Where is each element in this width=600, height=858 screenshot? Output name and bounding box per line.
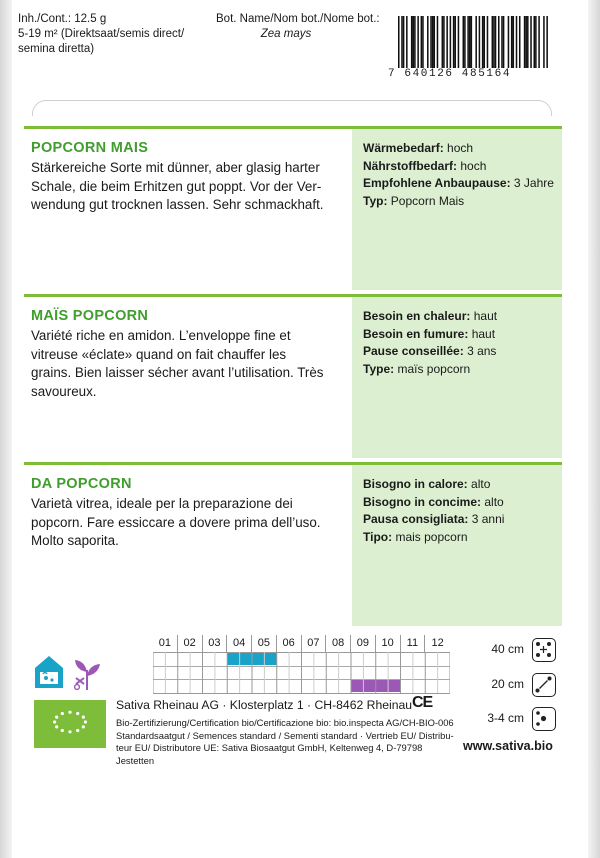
barcode-bar (516, 16, 518, 68)
barcode-bar (503, 16, 505, 68)
section-german-props (352, 129, 562, 290)
section-french-props (352, 297, 562, 458)
barcode (388, 16, 548, 80)
barcode-bar (511, 16, 513, 68)
prop-row (363, 326, 562, 344)
barcode-bar (432, 16, 434, 68)
calendar-month-04: 04 (227, 635, 252, 652)
greenhouse-sowing-icon (32, 652, 66, 692)
calendar-month-07: 07 (302, 635, 327, 652)
prop-key: Tipo: (363, 529, 393, 544)
calendar-rows (153, 652, 450, 693)
barcode-bar (430, 16, 432, 68)
diagonal-distance-icon (532, 673, 556, 697)
section-italian-text (24, 465, 352, 626)
calendar-month-11: 11 (401, 635, 426, 652)
hang-hole-outline (32, 100, 552, 116)
barcode-bar (487, 16, 489, 68)
barcode-bar (493, 16, 495, 68)
sowing-depth (474, 707, 564, 731)
barcode-bar (406, 16, 408, 68)
prop-key: Type: (363, 361, 395, 376)
prop-row (363, 308, 562, 326)
calendar-month-10: 10 (376, 635, 401, 652)
section-french (24, 294, 562, 458)
barcode-digits: 7 640126 485164 (388, 68, 512, 80)
content-area-cont: semina diretta) (18, 43, 95, 55)
calendar-month-06: 06 (277, 635, 302, 652)
barcode-bar (498, 16, 500, 68)
calendar-month-03: 03 (203, 635, 228, 652)
company-address: Sativa Rheinau AG · Klosterplatz 1 · CH-8462 Rheinau (116, 698, 413, 712)
barcode-bar (471, 16, 473, 68)
barcode-bar (427, 16, 429, 68)
prop-key: Besoin en chaleur: (363, 309, 471, 323)
barcode-bar (463, 16, 465, 68)
dice-grid-icon (532, 638, 556, 662)
barcode-bar (469, 16, 471, 68)
desc-line: Stärkereiche Sorte mit dünner, aber glasig harter (31, 160, 320, 175)
prop-value: hoch (447, 141, 474, 155)
harvest-period-bar (351, 680, 401, 692)
barcode-bar (508, 16, 510, 68)
botanical-name-value: Zea mays (260, 28, 312, 40)
calendar-month-09: 09 (351, 635, 376, 652)
barcode-bar (413, 16, 415, 68)
barcode-bar (543, 16, 545, 68)
section-french-text (24, 297, 352, 458)
calendar-month-08: 08 (326, 635, 351, 652)
barcode-bars (398, 16, 548, 68)
desc-line: Molto saporita. (31, 533, 119, 548)
section-german (24, 126, 562, 290)
prop-key: Wärmebedarf: (363, 141, 444, 155)
section-description (31, 495, 352, 551)
row-spacing (474, 638, 564, 662)
prop-key: Bisogno in concime: (363, 494, 482, 509)
barcode-bar (538, 16, 540, 68)
calendar-month-02: 02 (178, 635, 203, 652)
packet-edge-left (0, 0, 12, 858)
fineprint-line: Standardsaatgut / Semences standard / Sementi standard · Vertrieb EU/ Distribu- (116, 729, 454, 741)
eu-star (53, 720, 56, 723)
barcode-bar (546, 16, 548, 68)
desc-line: vitreuse «éclate» quand on fait chauffer les (31, 346, 287, 362)
section-italian (24, 462, 562, 626)
certification-fineprint (116, 717, 460, 767)
prop-value: 3 ans (467, 344, 497, 358)
barcode-bar (433, 16, 435, 68)
eu-star (55, 725, 58, 728)
barcode-bar (535, 16, 537, 68)
calendar-row-planting (153, 667, 450, 681)
eu-star (76, 729, 79, 732)
barcode-bar (527, 16, 529, 68)
desc-line: popcorn. Fare essiccare a dovere prima dell’uso. (31, 514, 321, 530)
barcode-bar (421, 16, 423, 68)
prop-value: haut (471, 326, 496, 341)
barcode-bar (479, 16, 481, 68)
barcode-bar (533, 16, 535, 68)
depth-dots-icon (532, 707, 556, 731)
section-title: POPCORN MAIS (31, 140, 149, 156)
eu-star (61, 712, 64, 715)
sowing-period-bar (227, 653, 277, 665)
prop-value: 3 anni (471, 512, 505, 526)
plant-spacing-label: 20 cm (491, 677, 524, 691)
barcode-bar (442, 16, 444, 68)
prop-value: hoch (460, 158, 487, 173)
barcode-bar (464, 16, 466, 68)
eu-organic-logo (34, 700, 106, 748)
prop-row (363, 529, 562, 547)
barcode-bar (398, 16, 400, 68)
barcode-bar (495, 16, 497, 68)
barcode-bar (446, 16, 448, 68)
prop-row (363, 361, 562, 379)
fineprint-line: Bio-Zertifizierung/Certification bio/Certificazione bio: bio.inspecta AG/CH-BIO-006 (116, 717, 454, 728)
calendar-months (153, 635, 450, 652)
row-spacing-label: 40 cm (491, 642, 524, 656)
sowing-depth-label: 3-4 cm (487, 711, 524, 725)
desc-line: grains. Bien laisser sécher avant l’utilisation. Très (31, 365, 324, 380)
fineprint-line: teur EU/ Distributore UE: Sativa Biosaatgut GmbH, Keltenweg 4, D-79798 Jestetten (116, 742, 423, 766)
barcode-bar (492, 16, 494, 68)
barcode-bar (501, 16, 503, 68)
prop-key: Nährstoffbedarf: (363, 158, 458, 173)
barcode-bar (453, 16, 455, 68)
calendar-row-harvest (153, 680, 450, 694)
eu-star (68, 730, 71, 733)
prop-value: maïs popcorn (397, 361, 471, 376)
barcode-bar (437, 16, 439, 68)
barcode-bar (422, 16, 424, 68)
prop-key: Typ: (363, 193, 388, 208)
barcode-bar (401, 16, 403, 68)
eu-star (82, 725, 85, 728)
calendar-month-12: 12 (431, 637, 444, 649)
barcode-bar (458, 16, 460, 68)
ce-mark: CE (412, 694, 433, 711)
barcode-bar (414, 16, 416, 68)
prop-row (363, 343, 562, 361)
prop-value: mais popcorn (395, 529, 468, 544)
prop-value: alto (484, 494, 504, 509)
prop-value: 3 Jahre (513, 176, 554, 190)
content-weight: Inh./Cont.: 12.5 g (18, 13, 107, 25)
eu-star (84, 720, 87, 723)
barcode-bar (454, 16, 456, 68)
barcode-bar (525, 16, 527, 68)
barcode-bar (403, 16, 405, 68)
content-area: 5-19 m² (Direktsaat/semis direct/ (18, 28, 185, 40)
section-german-text (24, 129, 352, 290)
barcode-bar (417, 16, 419, 68)
prop-row (363, 511, 562, 529)
prop-key: Bisogno in calore: (363, 477, 468, 491)
section-italian-props (352, 465, 562, 626)
calendar-row-sowing (153, 653, 450, 667)
packet-edge-right (588, 0, 600, 858)
eu-star (55, 716, 58, 719)
desc-line: Variété riche en amidon. L’enveloppe fine et (31, 328, 291, 343)
desc-line: Varietà vitrea, ideale per la preparazione dei (31, 496, 293, 511)
section-description (31, 327, 352, 401)
prop-value: Popcorn Mais (390, 193, 465, 208)
section-title: MAÏS POPCORN (31, 308, 149, 324)
prop-row (363, 494, 562, 512)
barcode-bar (530, 16, 532, 68)
desc-line: savoureux. (31, 383, 97, 399)
plant-spacing (474, 673, 564, 697)
barcode-bar (411, 16, 413, 68)
barcode-bar (467, 16, 469, 68)
content-info (18, 12, 208, 57)
barcode-bar (475, 16, 477, 68)
barcode-bar (443, 16, 445, 68)
botanical-name (216, 12, 386, 42)
prop-key: Pause conseillée: (363, 344, 464, 358)
website-link[interactable]: www.sativa.bio (463, 739, 553, 753)
section-description (31, 159, 352, 215)
prop-row (363, 175, 562, 193)
eu-star (68, 711, 71, 714)
prop-key: Empfohlene Anbaupause: (363, 176, 511, 190)
calendar-month-01: 01 (153, 635, 178, 652)
prop-key: Pausa consigliata: (363, 512, 469, 526)
prop-key: Besoin en fumure: (363, 326, 469, 341)
sowing-harvest-calendar (153, 635, 450, 693)
barcode-bar (483, 16, 485, 68)
barcode-bar (450, 16, 452, 68)
harvest-plant-icon (70, 652, 104, 692)
desc-line: wendung gut trocknen lassen. Sehr schmackhaft. (31, 197, 324, 212)
barcode-bar (519, 16, 521, 68)
eu-star (76, 712, 79, 715)
barcode-bar (513, 16, 515, 68)
section-title: DA POPCORN (31, 476, 132, 492)
barcode-bar (482, 16, 484, 68)
prop-row (363, 476, 562, 494)
prop-value: haut (473, 309, 498, 323)
eu-star (82, 716, 85, 719)
barcode-bar (524, 16, 526, 68)
prop-row (363, 193, 562, 211)
desc-line: Schale, die beim Erhitzen gut poppt. Vor der Ver- (31, 178, 322, 194)
prop-value: alto (471, 477, 491, 491)
botanical-name-label: Bot. Name/Nom bot./Nome bot.: (216, 13, 380, 25)
calendar-month-05: 05 (252, 635, 277, 652)
prop-row (363, 158, 562, 176)
prop-row (363, 140, 562, 158)
eu-star (61, 729, 64, 732)
